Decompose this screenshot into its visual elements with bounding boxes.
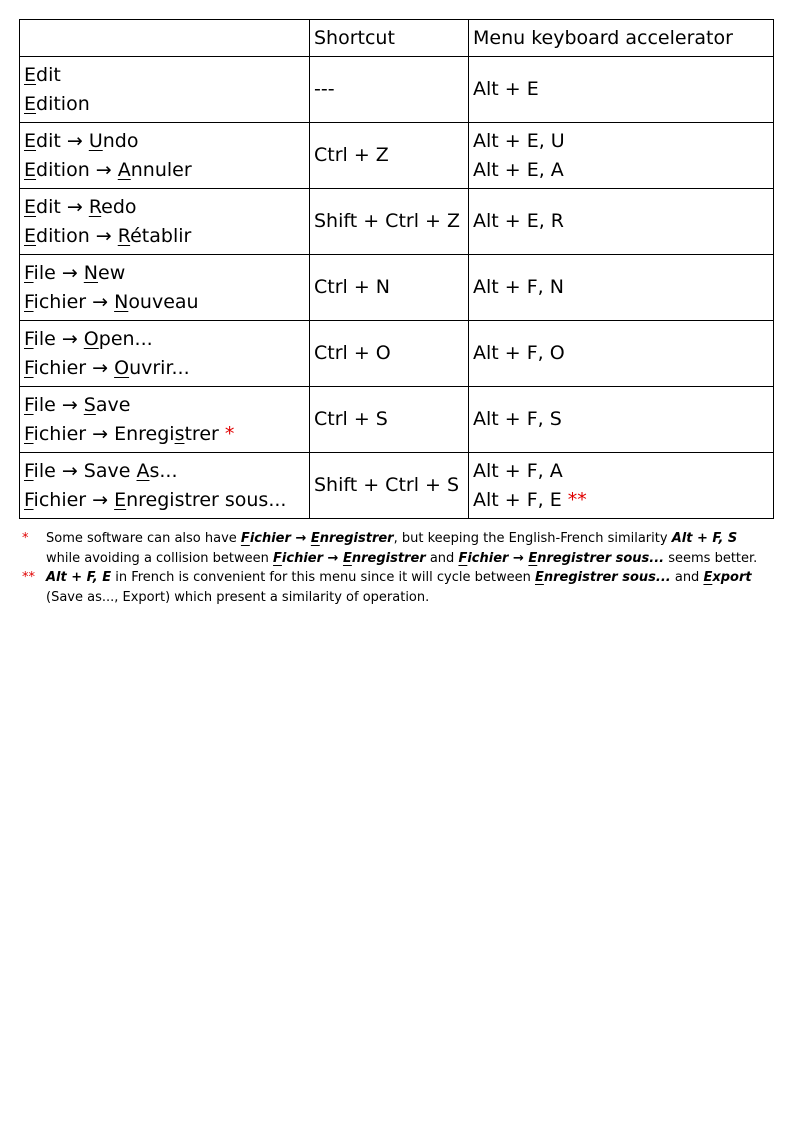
bold-text: nregistrer [319,531,394,546]
mnemonic-letter: F [24,327,34,350]
menu-path-english [24,457,305,486]
text-segment: ndo [102,129,139,152]
table-row [20,57,774,123]
text-segment: dit [36,63,61,86]
mnemonic-letter: O [83,327,99,350]
menu-path-cell [20,123,310,189]
footnote [22,568,762,607]
accelerator-cell [469,255,774,321]
text-segment: ile → [33,327,84,350]
menu-path-english [24,259,305,288]
table-row [20,387,774,453]
bold-mnemonic [343,551,352,566]
text-segment: ichier → Enregi [33,422,175,445]
bold-text: nregistrer sous... [537,550,665,566]
menu-path-french [24,354,305,383]
footnote [22,529,762,568]
header-menu [20,20,310,57]
bold-text: ichier → [467,550,529,566]
bold-mnemonic [528,551,537,566]
mnemonic-letter: F [24,488,34,511]
shortcut-cell: Ctrl + Z [310,123,469,189]
menu-path-english [24,61,305,90]
menu-path-french [24,156,305,185]
accelerator-cell [469,453,774,519]
mnemonic-letter: S [83,393,96,416]
mnemonic-letter: E [310,531,320,546]
menu-path-cell [20,255,310,321]
bold-mnemonic [311,531,320,546]
text-segment: ouveau [128,290,199,313]
mnemonic-letter: F [24,261,34,284]
mnemonic-letter: E [528,550,538,566]
menu-path-cell [20,387,310,453]
table-row [20,255,774,321]
menu-path-english [24,391,305,420]
footnotes [22,529,762,607]
menu-path-french [24,222,305,251]
header-accelerator: Menu keyboard accelerator [469,20,774,57]
text-segment: pen... [98,327,153,350]
footnote-marker: * [22,531,29,546]
mnemonic-letter: A [117,158,131,181]
text-segment: ichier → [33,488,115,511]
menu-path-french [24,486,305,515]
accelerator-line: Alt + E [473,78,539,100]
mnemonic-letter: E [24,195,37,218]
text-segment: nregistrer sous... [126,488,287,511]
mnemonic-letter: E [534,570,544,585]
red-asterisk: ** [567,488,587,511]
mnemonic-letter: E [24,63,37,86]
text-segment: Some software can also have [46,531,241,546]
mnemonic-letter: s [174,422,185,445]
shortcut-cell: Ctrl + S [310,387,469,453]
accelerator-cell [469,123,774,189]
text-segment: ile → [33,393,84,416]
accelerator-cell [469,387,774,453]
accelerator-line: Alt + F, O [473,342,565,364]
mnemonic-letter: A [136,459,150,482]
mnemonic-letter: N [114,290,129,313]
text-segment: dition → [36,224,118,247]
mnemonic-letter: F [240,531,250,546]
bold-text: nregistrer sous... [543,570,671,585]
menu-path-french [24,90,305,119]
text-segment: and [670,570,704,585]
text-segment: while avoiding a collision between [46,550,274,566]
shortcut-cell: --- [310,57,469,123]
bold-mnemonic [241,531,250,546]
text-segment: ichier → [33,356,115,379]
mnemonic-letter: F [458,550,468,566]
bold-mnemonic [535,570,544,585]
shortcut-table [19,19,774,519]
mnemonic-letter: E [24,129,37,152]
shortcut-cell: Ctrl + O [310,321,469,387]
menu-path-cell [20,57,310,123]
text-segment: seems better. [664,550,758,566]
text-segment: uvrir... [129,356,190,379]
mnemonic-letter: E [24,92,37,115]
footnote-text [46,568,762,607]
text-segment: dition [36,92,90,115]
shortcut-cell: Ctrl + N [310,255,469,321]
text-segment: ile → Save [33,459,137,482]
text-segment: dit → [36,195,89,218]
accelerator-line: Alt + F, E ** [473,488,587,511]
bold-text: ichier → [281,550,343,566]
table-body [20,20,774,519]
text-segment: établir [130,224,192,247]
menu-path-cell [20,453,310,519]
menu-path-cell [20,189,310,255]
mnemonic-letter: U [88,129,103,152]
mnemonic-letter: F [24,290,34,313]
bold-mnemonic [273,551,282,566]
menu-path-french [24,288,305,317]
mnemonic-letter: N [83,261,99,284]
text-segment: dition → [36,158,118,181]
text-segment: and [425,550,459,566]
menu-path-cell [20,321,310,387]
accelerator-cell [469,321,774,387]
mnemonic-letter: E [114,488,127,511]
bold-text: nregistrer [351,550,426,566]
mnemonic-letter: F [24,422,34,445]
bold-text: ichier → [249,531,311,546]
menu-path-english [24,193,305,222]
accelerator-line: Alt + E, A [473,158,564,181]
text-segment: edo [101,195,137,218]
bold-text: Alt + F, E [46,570,112,585]
red-asterisk: * [224,422,235,445]
table-row [20,453,774,519]
text-segment: ew [98,261,126,284]
mnemonic-letter: F [24,459,34,482]
shortcut-cell: Shift + Ctrl + S [310,453,469,519]
mnemonic-letter: F [273,550,282,566]
accelerator-line: Alt + F, S [473,408,562,430]
bold-text: Alt + F, S [671,531,738,546]
text-segment: s... [149,459,178,482]
accelerator-line: Alt + F, A [473,459,563,482]
mnemonic-letter: O [114,356,130,379]
mnemonic-letter: E [24,224,37,247]
mnemonic-letter: R [88,195,102,218]
accelerator-cell [469,57,774,123]
mnemonic-letter: R [117,224,131,247]
accelerator-line: Alt + E, R [473,210,565,232]
text-segment: in French is convenient for this menu since it will cycle between [111,570,535,585]
menu-path-french [24,420,305,449]
text-segment: trer [184,422,225,445]
bold-mnemonic [703,570,712,585]
text-segment: ichier → [33,290,115,313]
footnote-text [46,529,762,568]
accelerator-cell [469,189,774,255]
text-segment: (Save as..., Export) which present a similarity of operation. [46,589,430,605]
footnote-marker: ** [22,570,35,585]
mnemonic-letter: E [703,570,713,585]
text-segment: , but keeping the English-French similarity [393,531,672,546]
menu-path-english [24,325,305,354]
table-row [20,189,774,255]
accelerator-line: Alt + F, N [473,276,564,298]
text-segment: nnuler [130,158,192,181]
table-header-row [20,20,774,57]
bold-mnemonic [458,551,467,566]
mnemonic-letter: E [342,550,352,566]
menu-path-english [24,127,305,156]
mnemonic-letter: F [24,356,34,379]
bold-text: xport [712,570,752,585]
accelerator-line: Alt + E, U [473,129,565,152]
mnemonic-letter: F [24,393,34,416]
mnemonic-letter: E [24,158,37,181]
table-row [20,123,774,189]
text-segment: ave [95,393,131,416]
table-row [20,321,774,387]
header-shortcut: Shortcut [310,20,469,57]
text-segment: dit → [36,129,89,152]
shortcut-cell: Shift + Ctrl + Z [310,189,469,255]
text-segment: ile → [33,261,84,284]
